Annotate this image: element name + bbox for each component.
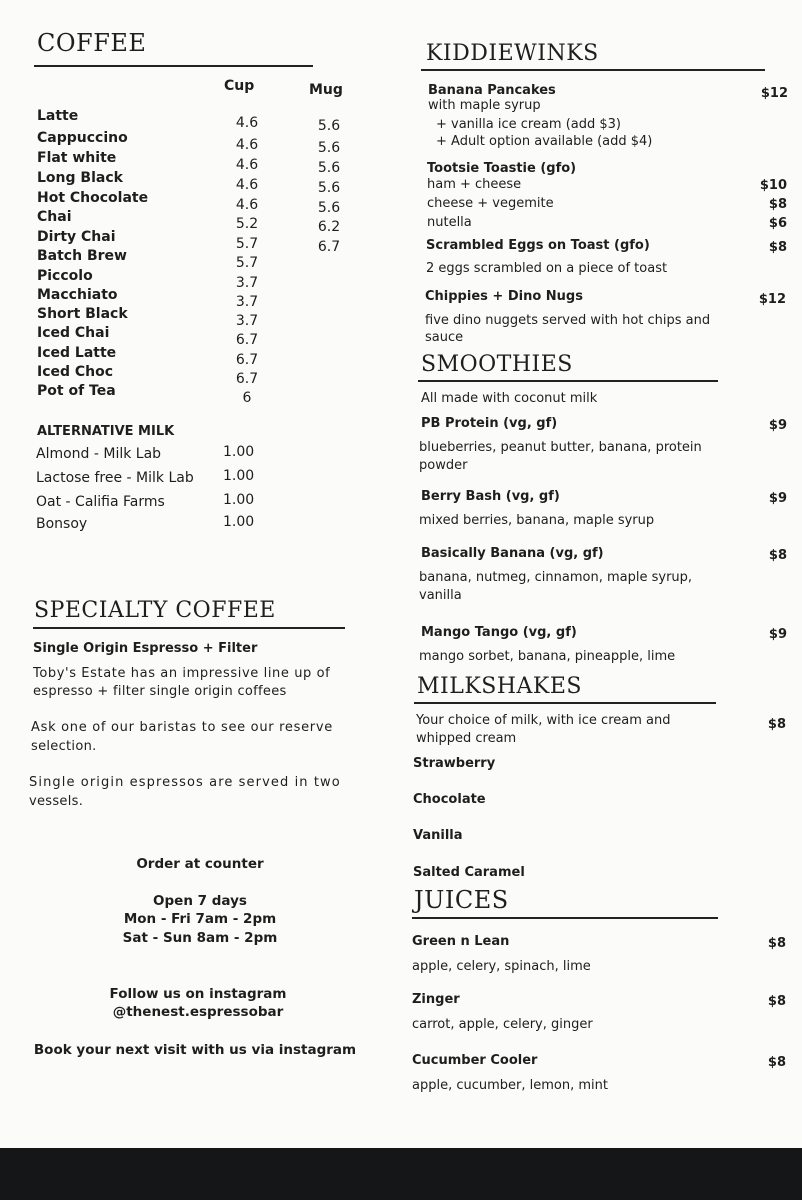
book-visit: Book your next visit with us via instagram [33,1042,357,1058]
coffee-col-mug: Mug [309,82,343,98]
juice-desc: apple, cucumber, lemon, mint [412,1078,608,1093]
pancakes-desc: with maple syrup [428,98,541,113]
coffee-heading-rule [34,65,313,67]
order-at-counter: Order at counter [136,856,264,872]
juice-name: Green n Lean [412,934,510,949]
milkshake-flavour: Strawberry [413,756,496,771]
bottom-dark-strip [0,1148,802,1200]
toastie-option-price: $6 [768,216,787,231]
alt-milk-name: Lactose free - Milk Lab [36,470,194,486]
milkshake-flavour: Vanilla [413,828,463,843]
eggs-name: Scrambled Eggs on Toast (gfo) [426,238,650,253]
coffee-item-cup-price: 5.2 [235,216,259,232]
pancakes-addon: + vanilla ice cream (add $3) [436,117,622,132]
smoothie-name: Basically Banana (vg, gf) [421,546,604,561]
milkshakes-heading: MILKSHAKES [417,674,582,699]
alt-milk-price: 1.00 [223,468,255,484]
coffee-item-cup-price: 5.7 [235,236,259,252]
coffee-item-cup-price: 6 [242,390,252,406]
coffee-item-cup-price: 3.7 [235,275,259,291]
coffee-item-mug-price: 6.7 [317,239,341,255]
milkshake-flavour: Salted Caramel [413,865,525,880]
juice-price: $8 [767,1055,786,1070]
coffee-item-cup-price: 6.7 [235,332,259,348]
coffee-item-mug-price: 5.6 [317,180,341,196]
coffee-item-name: Chai [37,209,72,225]
specialty-subheading: Single Origin Espresso + Filter [33,641,258,656]
smoothie-desc: mixed berries, banana, maple syrup [419,513,655,528]
specialty-text: vessels. [29,794,84,809]
coffee-item-name: Iced Chai [37,325,110,341]
open-days: Open 7 days [153,893,247,909]
smoothie-price: $9 [768,627,787,642]
coffee-item-name: Latte [37,108,79,124]
smoothie-name: Mango Tango (vg, gf) [421,625,577,640]
eggs-desc: 2 eggs scrambled on a piece of toast [426,261,668,276]
toastie-name: Tootsie Toastie (gfo) [427,161,577,176]
toastie-option-price: $10 [759,178,787,193]
nugs-price: $12 [758,292,786,307]
alt-milk-price: 1.00 [223,492,255,508]
coffee-item-name: Hot Chocolate [37,190,149,206]
pancakes-price: $12 [760,86,788,101]
coffee-item-cup-price: 3.7 [235,294,259,310]
specialty-heading: SPECIALTY COFFEE [34,598,276,623]
milkshakes-heading-rule [414,702,716,704]
coffee-item-mug-price: 5.6 [317,200,341,216]
alt-milk-heading: ALTERNATIVE MILK [37,424,175,439]
alt-milk-price: 1.00 [223,444,255,460]
kiddiewinks-heading-rule [421,69,765,71]
weekday-hours: Mon - Fri 7am - 2pm [123,911,277,927]
specialty-text: Toby's Estate has an impressive line up of [33,666,331,681]
juices-heading-rule [412,917,718,919]
kiddiewinks-heading: KIDDIEWINKS [426,41,599,66]
coffee-item-cup-price: 6.7 [235,352,259,368]
milkshakes-desc: whipped cream [416,731,517,746]
coffee-item-name: Piccolo [37,268,93,284]
milkshakes-price: $8 [767,717,786,732]
smoothies-heading-rule [418,380,718,382]
smoothie-name: PB Protein (vg, gf) [421,416,558,431]
coffee-item-name: Batch Brew [37,248,127,264]
coffee-item-name: Iced Latte [37,345,117,361]
specialty-text: Single origin espressos are served in two [29,775,341,790]
alt-milk-name: Almond - Milk Lab [36,446,162,462]
juice-price: $8 [767,994,786,1009]
coffee-item-cup-price: 6.7 [235,371,259,387]
coffee-item-name: Pot of Tea [37,383,116,399]
toastie-option-name: cheese + vegemite [427,196,554,211]
juice-desc: carrot, apple, celery, ginger [412,1017,593,1032]
smoothie-desc: mango sorbet, banana, pineapple, lime [419,649,676,664]
coffee-item-cup-price: 4.6 [235,157,259,173]
follow-instagram: Follow us on instagram [109,986,287,1002]
coffee-item-mug-price: 5.6 [317,118,341,134]
smoothie-price: $9 [768,418,787,433]
coffee-col-cup: Cup [224,78,255,94]
nugs-name: Chippies + Dino Nugs [425,289,583,304]
weekend-hours: Sat - Sun 8am - 2pm [122,930,278,946]
coffee-heading: COFFEE [37,29,147,57]
specialty-heading-rule [33,627,345,629]
coffee-item-mug-price: 6.2 [317,219,341,235]
toastie-option-name: ham + cheese [427,177,522,192]
pancakes-addon: + Adult option available (add $4) [436,134,653,149]
smoothie-desc: banana, nutmeg, cinnamon, maple syrup, [419,570,693,585]
coffee-item-mug-price: 5.6 [317,140,341,156]
smoothies-heading: SMOOTHIES [421,352,573,377]
coffee-item-name: Long Black [37,170,123,186]
coffee-item-cup-price: 5.7 [235,255,259,271]
juice-name: Cucumber Cooler [412,1053,538,1068]
coffee-item-name: Cappuccino [37,130,128,146]
nugs-desc: five dino nuggets served with hot chips and [425,313,711,328]
coffee-item-mug-price: 5.6 [317,160,341,176]
eggs-price: $8 [768,240,787,255]
coffee-item-cup-price: 4.6 [235,177,259,193]
nugs-desc: sauce [425,330,464,345]
instagram-handle: @thenest.espressobar [112,1004,284,1020]
coffee-item-name: Short Black [37,306,128,322]
smoothie-price: $9 [768,491,787,506]
coffee-item-cup-price: 4.6 [235,137,259,153]
coffee-item-name: Iced Choc [37,364,114,380]
coffee-item-cup-price: 4.6 [235,115,259,131]
toastie-option-name: nutella [427,215,472,230]
alt-milk-price: 1.00 [223,514,255,530]
specialty-text: Ask one of our baristas to see our reserve [31,720,333,735]
juices-heading: JUICES [414,886,509,914]
juice-desc: apple, celery, spinach, lime [412,959,591,974]
specialty-text: selection. [31,739,97,754]
coffee-item-cup-price: 3.7 [235,313,259,329]
juice-name: Zinger [412,992,460,1007]
juice-price: $8 [767,936,786,951]
alt-milk-name: Bonsoy [36,516,88,532]
coffee-item-cup-price: 4.6 [235,197,259,213]
milkshakes-desc: Your choice of milk, with ice cream and [416,713,671,728]
alt-milk-name: Oat - Califia Farms [36,494,165,510]
coffee-item-name: Macchiato [37,287,118,303]
smoothie-desc: vanilla [419,588,462,603]
smoothies-note: All made with coconut milk [421,391,598,406]
smoothie-name: Berry Bash (vg, gf) [421,489,560,504]
smoothie-price: $8 [768,548,787,563]
coffee-item-name: Flat white [37,150,117,166]
smoothie-desc: powder [419,458,468,473]
specialty-text: espresso + filter single origin coffees [33,684,287,699]
milkshake-flavour: Chocolate [413,792,486,807]
coffee-item-name: Dirty Chai [37,229,116,245]
pancakes-name: Banana Pancakes [428,83,556,98]
smoothie-desc: blueberries, peanut butter, banana, protein [419,440,702,455]
toastie-option-price: $8 [768,197,787,212]
